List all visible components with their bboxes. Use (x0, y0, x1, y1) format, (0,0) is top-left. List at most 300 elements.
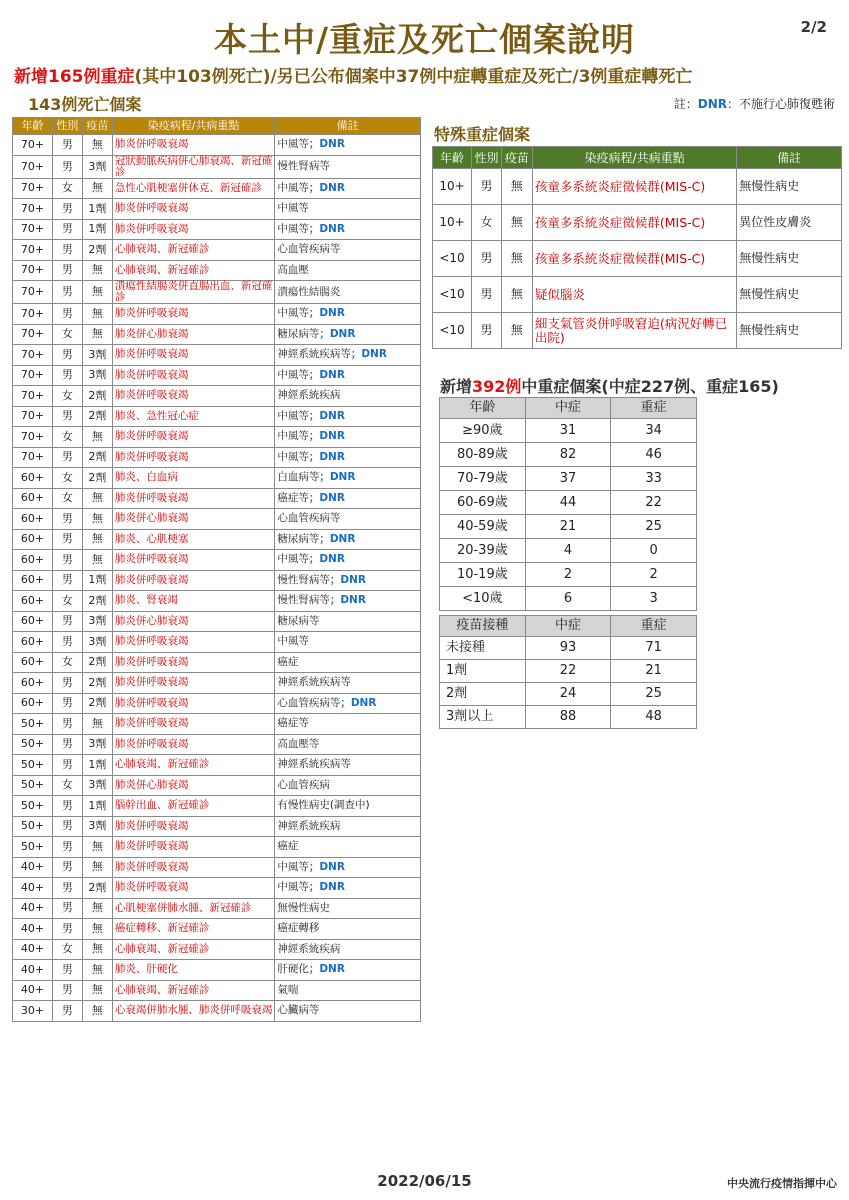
dnr-mark: ；DNR (319, 532, 356, 545)
age-cell: 60+ (13, 652, 53, 673)
table-row (440, 467, 697, 491)
moderate-count-cell: 93 (525, 637, 611, 660)
gender-cell: 男 (52, 135, 82, 156)
vaccine-status-cell: 1劑 (440, 660, 526, 683)
remark-cell (275, 734, 421, 755)
age-cell: 70+ (13, 324, 53, 345)
remark-text: 中風等 (277, 635, 309, 648)
remark-cell (275, 155, 421, 178)
table-row (440, 539, 697, 563)
severe-count-cell: 2 (611, 563, 697, 587)
moderate-count-cell: 21 (525, 515, 611, 539)
age-cell: <10 (433, 313, 472, 349)
gender-cell: 女 (52, 386, 82, 407)
column-header: 染疫病程/共病重點 (112, 118, 275, 135)
column-header: 備註 (737, 147, 842, 169)
course-cell: 肺炎併呼吸衰竭 (112, 550, 275, 571)
severe-count-cell: 34 (611, 419, 697, 443)
gender-cell: 男 (52, 281, 82, 304)
remark-text: 癌症轉移 (277, 922, 320, 935)
table-row (13, 240, 421, 261)
vaccine-cell: 無 (82, 550, 112, 571)
vaccine-cell: 無 (82, 837, 112, 858)
gender-cell: 男 (52, 260, 82, 281)
remark-cell (275, 960, 421, 981)
gender-cell: 男 (471, 169, 501, 205)
remark-cell: 無慢性病史 (737, 313, 842, 349)
remark-text: 有慢性病史(調查中) (277, 799, 370, 812)
remark-text: 癌症等 (277, 491, 309, 504)
vaccine-cell: 3劑 (82, 155, 112, 178)
vaccine-cell: 2劑 (82, 591, 112, 612)
moderate-count-cell: 31 (525, 419, 611, 443)
remark-text: 肝硬化 (277, 963, 309, 976)
moderate-count-cell: 88 (525, 706, 611, 729)
vaccine-cell: 無 (82, 714, 112, 735)
remark-cell (275, 324, 421, 345)
gender-cell: 女 (52, 652, 82, 673)
remark-cell (275, 857, 421, 878)
age-cell: 50+ (13, 816, 53, 837)
age-cell: 70+ (13, 406, 53, 427)
age-cell: 40+ (13, 898, 53, 919)
age-cell: 60+ (13, 488, 53, 509)
age-cell: 60+ (13, 693, 53, 714)
age-cell: 40+ (13, 980, 53, 1001)
special-cases-header (433, 147, 842, 169)
remark-cell (275, 632, 421, 653)
remark-cell (275, 135, 421, 156)
vaccine-cell: 無 (82, 304, 112, 325)
gender-cell: 男 (52, 673, 82, 694)
vaccine-table-body (440, 637, 697, 729)
death-cases-table (12, 117, 421, 1022)
table-row (13, 386, 421, 407)
column-header: 疫苗接種 (440, 616, 526, 637)
vaccine-cell: 無 (82, 135, 112, 156)
table-row (13, 652, 421, 673)
course-cell: 心肺衰竭、新冠確診 (112, 240, 275, 261)
vaccine-cell: 無 (82, 529, 112, 550)
gender-cell: 女 (52, 468, 82, 489)
table-row (13, 427, 421, 448)
gender-cell: 男 (52, 365, 82, 386)
remark-text: 神經系統疾病等 (277, 348, 351, 361)
age-cell: 70+ (13, 240, 53, 261)
severe-count-cell: 25 (611, 515, 697, 539)
table-row (13, 135, 421, 156)
remark-cell (275, 281, 421, 304)
course-cell: 肺炎併呼吸衰竭 (112, 365, 275, 386)
column-header: 性別 (52, 118, 82, 135)
remark-text: 癌症 (277, 655, 299, 668)
course-cell: 肺炎併心肺衰竭 (112, 611, 275, 632)
course-cell: 肺炎併呼吸衰竭 (112, 734, 275, 755)
moderate-count-cell: 37 (525, 467, 611, 491)
table-row (13, 611, 421, 632)
vaccine-cell: 無 (501, 169, 532, 205)
age-cell: 40+ (13, 960, 53, 981)
table-row (13, 939, 421, 960)
age-cell: <10 (433, 241, 472, 277)
course-cell: 肺炎併呼吸衰竭 (112, 714, 275, 735)
remark-text: 高血壓 (277, 263, 309, 276)
table-row (13, 324, 421, 345)
table-row (433, 277, 842, 313)
vaccine-cell: 1劑 (82, 570, 112, 591)
table-row (13, 260, 421, 281)
remark-cell (275, 1001, 421, 1022)
age-cell: 70+ (13, 386, 53, 407)
age-cell: 70+ (13, 345, 53, 366)
vaccine-cell: 無 (82, 1001, 112, 1022)
gender-cell: 男 (52, 898, 82, 919)
vaccine-cell: 2劑 (82, 447, 112, 468)
dnr-note (674, 95, 835, 112)
course-cell: 肺炎併呼吸衰竭 (112, 837, 275, 858)
gender-cell: 男 (52, 755, 82, 776)
table-row (13, 755, 421, 776)
remark-cell (275, 406, 421, 427)
table-row (13, 632, 421, 653)
age-cell: 70+ (13, 199, 53, 220)
gender-cell: 男 (52, 796, 82, 817)
course-cell: 孩童多系統炎症徵候群(MIS-C) (532, 241, 736, 277)
new-title-prefix: 新增 (440, 377, 473, 396)
course-cell: 肺炎、心肌梗塞 (112, 529, 275, 550)
remark-cell (275, 939, 421, 960)
dnr-mark: ；DNR (308, 491, 345, 504)
severe-count-cell: 3 (611, 587, 697, 611)
remark-cell (275, 755, 421, 776)
age-cell: 60+ (13, 611, 53, 632)
remark-cell (275, 550, 421, 571)
vaccine-cell: 無 (82, 939, 112, 960)
table-row (13, 1001, 421, 1022)
vaccine-status-cell: 2劑 (440, 683, 526, 706)
remark-cell (275, 837, 421, 858)
remark-text: 中風等 (277, 553, 309, 566)
dnr-mark: ；DNR (308, 450, 345, 463)
table-row (13, 155, 421, 178)
vaccine-cell: 3劑 (82, 816, 112, 837)
table-row (440, 443, 697, 467)
new-title-count: 392例 (472, 377, 522, 396)
course-cell: 肺炎、白血病 (112, 468, 275, 489)
vaccine-cell: 無 (82, 980, 112, 1001)
age-cell: 60+ (13, 468, 53, 489)
remark-text: 中風等 (277, 181, 309, 194)
remark-cell (275, 509, 421, 530)
course-cell: 癌症轉移、新冠確診 (112, 919, 275, 940)
age-cell: 50+ (13, 734, 53, 755)
remark-cell (275, 345, 421, 366)
table-row (440, 563, 697, 587)
course-cell: 心肺衰竭、新冠確診 (112, 939, 275, 960)
remark-cell (275, 365, 421, 386)
gender-cell: 男 (52, 734, 82, 755)
age-cell: 60+ (13, 509, 53, 530)
age-cell: 40+ (13, 919, 53, 940)
table-row (13, 178, 421, 199)
vaccine-cell: 無 (82, 509, 112, 530)
course-cell: 肺炎併呼吸衰竭 (112, 652, 275, 673)
remark-cell (275, 529, 421, 550)
table-row (13, 550, 421, 571)
table-row (13, 857, 421, 878)
remark-text: 慢性腎病等 (277, 160, 330, 172)
course-cell: 心衰竭併肺水腫、肺炎併呼吸衰竭 (112, 1001, 275, 1022)
age-cell: 60+ (13, 673, 53, 694)
table-row (13, 219, 421, 240)
remark-text: 糖尿病等 (277, 532, 320, 545)
dnr-mark: ；DNR (308, 430, 345, 443)
note-suffix: ：不施行心肺復甦術 (726, 97, 835, 111)
vaccine-status-cell: 3劑以上 (440, 706, 526, 729)
new-title-suffix: 中重症個案(中症227例、重症165) (521, 377, 779, 396)
table-row (13, 878, 421, 899)
age-cell: 40+ (13, 857, 53, 878)
vaccine-cell: 無 (501, 241, 532, 277)
age-cell: 50+ (13, 837, 53, 858)
age-cell: 60+ (13, 529, 53, 550)
vaccine-breakdown-table (439, 615, 697, 729)
course-cell: 肺炎併呼吸衰竭 (112, 345, 275, 366)
age-cell: 70+ (13, 219, 53, 240)
moderate-count-cell: 2 (525, 563, 611, 587)
vaccine-status-cell: 未接種 (440, 637, 526, 660)
remark-cell (275, 775, 421, 796)
remark-cell (275, 488, 421, 509)
table-row (13, 775, 421, 796)
table-row (13, 898, 421, 919)
course-cell: 疑似腦炎 (532, 277, 736, 313)
course-cell: 肺炎併呼吸衰竭 (112, 447, 275, 468)
table-row (13, 570, 421, 591)
severe-count-cell: 25 (611, 683, 697, 706)
age-cell: <10 (433, 277, 472, 313)
new-cases-title (440, 374, 779, 397)
dnr-mark: ；DNR (319, 471, 356, 484)
remark-text: 中風等 (277, 450, 309, 463)
remark-cell (275, 219, 421, 240)
remark-text: 神經系統疾病等 (277, 758, 351, 771)
gender-cell: 男 (52, 240, 82, 261)
remark-text: 心血管疾病 (277, 778, 330, 791)
dnr-mark: ；DNR (308, 860, 345, 873)
remark-cell (275, 570, 421, 591)
gender-cell: 男 (52, 345, 82, 366)
table-row (440, 491, 697, 515)
table-row (440, 683, 697, 706)
special-cases-title: 特殊重症個案 (434, 125, 531, 144)
table-row (13, 529, 421, 550)
severe-count-cell: 71 (611, 637, 697, 660)
remark-text: 中風等 (277, 307, 309, 320)
table-row (13, 816, 421, 837)
remark-text: 高血壓等 (277, 737, 320, 750)
page-title: 本土中/重症及死亡個案說明 (213, 20, 636, 59)
vaccine-cell: 無 (82, 857, 112, 878)
column-header: 年齡 (433, 147, 472, 169)
column-header: 重症 (611, 398, 697, 419)
course-cell: 肺炎併呼吸衰竭 (112, 219, 275, 240)
death-count: 143例死亡個案 (28, 95, 142, 114)
remark-text: 神經系統疾病 (277, 389, 341, 402)
age-group-cell: 60-69歲 (440, 491, 526, 515)
gender-cell: 男 (52, 219, 82, 240)
age-cell: 10+ (433, 169, 472, 205)
remark-text: 中風等 (277, 138, 309, 151)
special-cases-body (433, 169, 842, 349)
remark-text: 慢性腎病等 (277, 594, 330, 607)
course-cell: 肺炎併呼吸衰竭 (112, 693, 275, 714)
table-row (13, 447, 421, 468)
vaccine-cell: 無 (82, 178, 112, 199)
gender-cell: 男 (52, 611, 82, 632)
gender-cell: 男 (52, 919, 82, 940)
age-table-body (440, 419, 697, 611)
vaccine-cell: 2劑 (82, 673, 112, 694)
gender-cell: 男 (52, 529, 82, 550)
table-row (13, 960, 421, 981)
course-cell: 肺炎併呼吸衰竭 (112, 304, 275, 325)
table-row (440, 637, 697, 660)
gender-cell: 男 (52, 406, 82, 427)
course-cell: 心肺衰竭、新冠確診 (112, 260, 275, 281)
course-cell: 細支氣管炎併呼吸窘迫(病況好轉已出院) (532, 313, 736, 349)
table-row (13, 345, 421, 366)
remark-text: 糖尿病等 (277, 327, 320, 340)
remark-text: 中風等 (277, 368, 309, 381)
remark-text: 中風等 (277, 409, 309, 422)
gender-cell: 女 (52, 427, 82, 448)
dnr-mark: ；DNR (329, 594, 366, 607)
course-cell: 肺炎、肝硬化 (112, 960, 275, 981)
remark-cell (275, 980, 421, 1001)
organization: 中央流行疫情指揮中心 (727, 1177, 837, 1190)
vaccine-cell: 無 (82, 919, 112, 940)
table-row (433, 205, 842, 241)
gender-cell: 男 (52, 878, 82, 899)
age-cell: 70+ (13, 178, 53, 199)
age-cell: 70+ (13, 447, 53, 468)
remark-text: 無慢性病史 (277, 901, 330, 914)
remark-cell: 無慢性病史 (737, 277, 842, 313)
report-date: 2022/06/15 (377, 1172, 472, 1190)
age-cell: 40+ (13, 939, 53, 960)
moderate-count-cell: 24 (525, 683, 611, 706)
remark-cell (275, 816, 421, 837)
age-cell: 70+ (13, 260, 53, 281)
age-cell: 50+ (13, 775, 53, 796)
gender-cell: 男 (52, 816, 82, 837)
course-cell: 肺炎併呼吸衰竭 (112, 878, 275, 899)
age-group-cell: 80-89歲 (440, 443, 526, 467)
course-cell: 肺炎併呼吸衰竭 (112, 570, 275, 591)
remark-text: 糖尿病等 (277, 614, 320, 627)
age-group-cell: ≥90歲 (440, 419, 526, 443)
remark-text: 心血管疾病等 (277, 512, 341, 525)
remark-text: 神經系統疾病等 (277, 676, 351, 689)
dnr-mark: ；DNR (350, 348, 387, 361)
age-cell: 70+ (13, 281, 53, 304)
vaccine-cell: 1劑 (82, 796, 112, 817)
dnr-mark: ；DNR (308, 368, 345, 381)
gender-cell: 男 (52, 837, 82, 858)
remark-text: 中風等 (277, 881, 309, 894)
remark-cell (275, 898, 421, 919)
course-cell: 肺炎併呼吸衰竭 (112, 857, 275, 878)
course-cell: 心肌梗塞併肺水腫、新冠確診 (112, 898, 275, 919)
vaccine-cell: 無 (82, 898, 112, 919)
column-header: 重症 (611, 616, 697, 637)
remark-cell (275, 199, 421, 220)
vaccine-cell: 無 (501, 205, 532, 241)
dnr-mark: ；DNR (308, 963, 345, 976)
remark-cell (275, 427, 421, 448)
remark-text: 心臟病等 (277, 1004, 320, 1017)
subtitle-highlight: 新增165例重症 (14, 67, 135, 87)
gender-cell: 男 (52, 857, 82, 878)
remark-text: 中風等 (277, 430, 309, 443)
course-cell: 肺炎併呼吸衰竭 (112, 135, 275, 156)
moderate-count-cell: 6 (525, 587, 611, 611)
remark-cell (275, 714, 421, 735)
remark-cell (275, 591, 421, 612)
remark-cell (275, 796, 421, 817)
table-row (13, 693, 421, 714)
severe-count-cell: 21 (611, 660, 697, 683)
remark-text: 神經系統疾病 (277, 819, 341, 832)
remark-cell (275, 693, 421, 714)
course-cell: 孩童多系統炎症徵候群(MIS-C) (532, 205, 736, 241)
vaccine-cell: 無 (82, 488, 112, 509)
gender-cell: 男 (52, 1001, 82, 1022)
remark-text: 潰瘍性結腸炎 (277, 285, 341, 298)
age-cell: 70+ (13, 304, 53, 325)
vaccine-cell: 3劑 (82, 365, 112, 386)
remark-text: 心血管疾病等 (277, 243, 341, 256)
gender-cell: 女 (52, 939, 82, 960)
table-row (13, 468, 421, 489)
column-header: 中症 (525, 398, 611, 419)
table-row (440, 419, 697, 443)
severe-count-cell: 33 (611, 467, 697, 491)
age-cell: 60+ (13, 550, 53, 571)
moderate-count-cell: 4 (525, 539, 611, 563)
vaccine-cell: 3劑 (82, 345, 112, 366)
vaccine-cell: 2劑 (82, 652, 112, 673)
gender-cell: 男 (52, 509, 82, 530)
dnr-mark: ；DNR (308, 222, 345, 235)
course-cell: 心肺衰竭、新冠確診 (112, 980, 275, 1001)
severe-count-cell: 46 (611, 443, 697, 467)
remark-text: 神經系統疾病 (277, 942, 341, 955)
vaccine-cell: 3劑 (82, 611, 112, 632)
gender-cell: 女 (52, 775, 82, 796)
remark-cell (275, 304, 421, 325)
remark-cell (275, 919, 421, 940)
table-row (13, 714, 421, 735)
severe-count-cell: 48 (611, 706, 697, 729)
dnr-mark: ；DNR (308, 553, 345, 566)
column-header: 性別 (471, 147, 501, 169)
course-cell: 肺炎併呼吸衰竭 (112, 673, 275, 694)
gender-cell: 男 (52, 714, 82, 735)
age-cell: 70+ (13, 155, 53, 178)
table-row (13, 591, 421, 612)
